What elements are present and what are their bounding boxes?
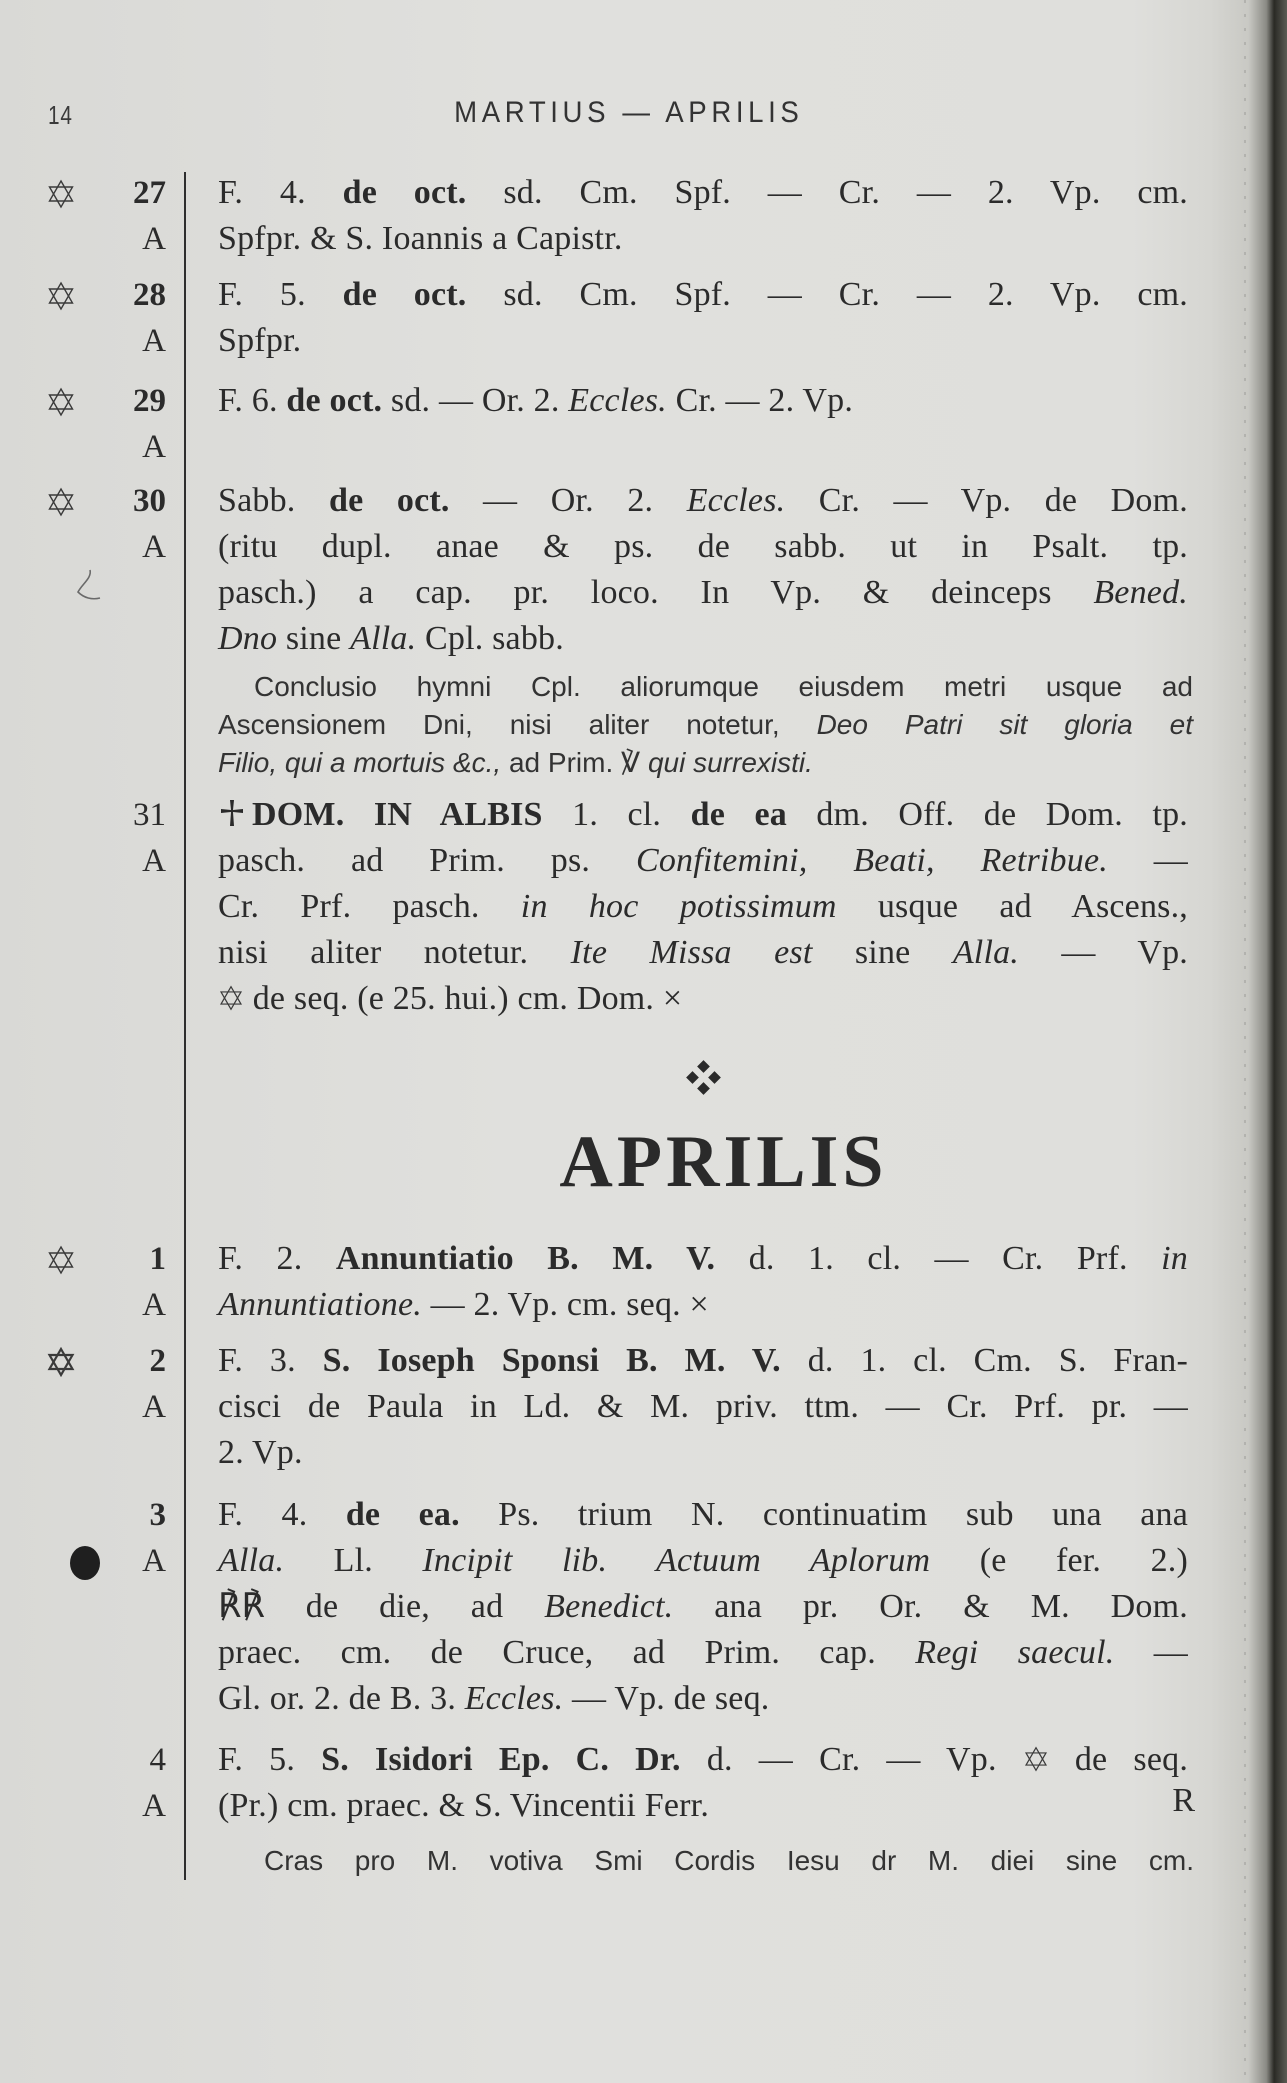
rubric-note (264, 1842, 1194, 1880)
italic-incipit: Annuntiatione. (218, 1286, 422, 1323)
italic-incipit: Regi saecul. (915, 1634, 1115, 1671)
day-row (30, 792, 166, 838)
running-head (0, 96, 1287, 130)
entry-line: Annuntiatione. — 2. Vp. cm. seq. × (218, 1286, 709, 1323)
entry-line: Alla. Ll. Incipit lib. Actuum Aplorum (e fer. 2.) (218, 1542, 1188, 1579)
dominical-letter: A (142, 429, 166, 465)
entry-line: F. 4. de ea. Ps. trium N. continuatim sub una ana (218, 1496, 1188, 1533)
entry-line: DOM. IN ALBIS 1. cl. de ea dm. Off. de Dom. tp. (218, 792, 1188, 838)
day-margin (30, 1236, 166, 1328)
entry-line: Dno sine Alla. Cpl. sabb. (218, 620, 564, 657)
entry-line: ℟℟ de die, ad Benedict. ana pr. Or. & M. Dom. (218, 1588, 1188, 1625)
day-margin (30, 1338, 166, 1430)
day-row (30, 478, 166, 524)
ordo-entry-text (218, 170, 1188, 262)
column-rule (184, 172, 186, 1880)
italic-incipit: Deo Patri sit gloria et (816, 709, 1193, 740)
entry-line: nisi aliter notetur. Ite Missa est sine Alla. — Vp. (218, 934, 1189, 971)
italic-incipit: in hoc potissimum (520, 888, 837, 925)
star-of-david-icon (46, 487, 76, 517)
ordo-entry-text (218, 272, 1188, 364)
dominical-letter: A (142, 1389, 166, 1425)
dominical-letter-row (30, 318, 166, 364)
entry-line: F. 5. S. Isidori Ep. C. Dr. d. — Cr. — Vp. de seq. (218, 1741, 1189, 1778)
entry-line: Gl. or. 2. de B. 3. Eccles. — Vp. de seq. (218, 1680, 770, 1717)
day-margin (30, 792, 166, 884)
running-head-text: MARTIUS — APRILIS (453, 96, 804, 129)
italic-incipit: Benedict. (544, 1588, 674, 1625)
star-of-david-icon (46, 1245, 76, 1275)
day-margin (30, 1492, 166, 1584)
dominical-letter-row (30, 216, 166, 262)
star-of-david-icon (46, 387, 76, 417)
italic-incipit: Eccles. (568, 382, 667, 419)
day-row (30, 1236, 166, 1282)
day-row (30, 272, 166, 318)
bold-feast-name: Annuntiatio B. M. V. (335, 1240, 716, 1277)
note-line: Conclusio hymni Cpl. aliorumque eiusdem metri usque ad (254, 671, 1193, 702)
dominical-letter: A (142, 843, 166, 879)
dominical-letter: A (142, 1287, 166, 1323)
day-margin (30, 478, 166, 570)
day-number: 4 (149, 1742, 166, 1778)
ordo-entry-text (218, 792, 1188, 1022)
entry-line: Spfpr. & S. Ioannis a Capistr. (218, 220, 623, 257)
right-margin-mark: R (1172, 1782, 1195, 1819)
italic-incipit: qui surrexisti. (647, 747, 813, 778)
entry-line: pasch.) a cap. pr. loco. In Vp. & deinceps Bened. (218, 574, 1188, 611)
italic-incipit: Bened. (1093, 574, 1188, 611)
dominical-letter-row (30, 524, 166, 570)
day-number: 29 (133, 383, 166, 419)
entry-line: (ritu dupl. anae & ps. de sabb. ut in Psalt. tp. (218, 528, 1188, 565)
handwritten-pencil-mark (74, 568, 104, 608)
dominical-letter-row (30, 1538, 166, 1584)
day-number: 28 (133, 277, 166, 313)
bold-feast-name: de oct. (328, 482, 450, 519)
day-number: 30 (133, 483, 166, 519)
bold-feast-name: de oct. (342, 174, 467, 211)
dominical-letter: A (142, 1543, 166, 1579)
italic-incipit: Alla. (350, 620, 417, 657)
rubric-note (218, 668, 1193, 782)
day-row (30, 1737, 166, 1783)
ordo-entry-text (218, 1338, 1188, 1476)
cross-pattee-icon (218, 798, 246, 828)
dominical-letter: A (142, 1788, 166, 1824)
bold-feast-name: de ea. (345, 1496, 460, 1533)
italic-incipit: Alla. (952, 934, 1019, 971)
day-margin (30, 378, 166, 470)
day-number: 1 (149, 1241, 166, 1277)
month-heading: APRILIS (559, 1121, 888, 1203)
entry-line: Sabb. de oct. — Or. 2. Eccles. Cr. — Vp. de Dom. (218, 482, 1188, 519)
dominical-letter-row (30, 424, 166, 470)
italic-incipit: Eccles. (686, 482, 786, 519)
entry-line: F. 5. de oct. sd. Cm. Spf. — Cr. — 2. Vp. cm. (218, 276, 1188, 313)
star-of-david-icon (46, 179, 76, 209)
entry-line: praec. cm. de Cruce, ad Prim. cap. Regi saecul. — (218, 1634, 1188, 1671)
ordo-entry-text (218, 378, 1188, 424)
ordo-entry-text (218, 1492, 1188, 1722)
entry-line: 2. Vp. (218, 1434, 303, 1471)
day-number: 31 (133, 797, 166, 833)
bold-feast-name: S. Isidori Ep. C. Dr. (321, 1741, 681, 1778)
entry-line: Spfpr. (218, 322, 302, 359)
fleuron-icon (683, 1060, 723, 1100)
italic-incipit: Eccles. (464, 1680, 564, 1717)
ordo-entry-text (218, 1236, 1188, 1328)
day-number: 2 (149, 1343, 166, 1379)
entry-line: F. 3. S. Ioseph Sponsi B. M. V. d. 1. cl. Cm. S. Fran- (218, 1342, 1189, 1379)
ordo-entry-text (218, 478, 1188, 662)
bold-feast-name: de oct. (286, 382, 383, 419)
bold-feast-name: S. Ioseph Sponsi B. M. V. (322, 1342, 781, 1379)
italic-incipit: Ite Missa est (570, 934, 813, 971)
dominical-letter-row (30, 1282, 166, 1328)
entry-line: cisci de Paula in Ld. & M. priv. ttm. — Cr. Prf. pr. — (218, 1388, 1188, 1425)
dominical-letter: A (142, 221, 166, 257)
day-row (30, 378, 166, 424)
italic-incipit: Dno (218, 620, 278, 657)
entry-line: F. 6. de oct. sd. — Or. 2. Eccles. Cr. — 2. Vp. (218, 382, 854, 419)
italic-incipit: in (1161, 1240, 1188, 1277)
entry-line: (Pr.) cm. praec. & S. Vincentii Ferr. (218, 1787, 710, 1824)
page-number: 14 (48, 100, 73, 130)
dominical-letter-row (30, 1384, 166, 1430)
star-of-david-icon (218, 985, 244, 1011)
binding-edge (1244, 0, 1246, 2083)
day-number: 3 (149, 1497, 166, 1533)
day-number: 27 (133, 175, 166, 211)
day-margin (30, 170, 166, 262)
entry-line: pasch. ad Prim. ps. Confitemini, Beati, Retribue. — (218, 842, 1189, 879)
day-row (30, 1338, 166, 1384)
day-row (30, 170, 166, 216)
day-margin (30, 1737, 166, 1829)
entry-line: de seq. (e 25. hui.) cm. Dom. × (218, 976, 1188, 1022)
dominical-letter-row (30, 1783, 166, 1829)
ordo-entry-text (218, 1737, 1188, 1829)
italic-incipit: Incipit lib. Actuum Aplorum (422, 1542, 931, 1579)
note-line: Ascensionem Dni, nisi aliter notetur, Deo Patri sit gloria et (218, 709, 1193, 740)
entry-line: Cr. Prf. pasch. in hoc potissimum usque ad Ascens., (218, 888, 1188, 925)
new-moon-black-circle-icon (70, 1546, 100, 1580)
dominical-letter: A (142, 529, 166, 565)
dominical-letter-row (30, 838, 166, 884)
day-margin (30, 272, 166, 364)
note-line: Filio, qui a mortuis &c., ad Prim. ℣ qui surrexisti. (218, 747, 813, 778)
bold-feast-name: de ea (690, 796, 787, 833)
entry-line: F. 4. de oct. sd. Cm. Spf. — Cr. — 2. Vp. cm. (218, 174, 1188, 211)
entry-line: F. 2. Annuntiatio B. M. V. d. 1. cl. — Cr. Prf. in (218, 1240, 1188, 1277)
bold-feast-name: DOM. IN ALBIS (252, 796, 543, 833)
italic-incipit: Alla. (218, 1542, 285, 1579)
italic-incipit: Confitemini, Beati, Retribue. (635, 842, 1108, 879)
star-of-david-icon (46, 1347, 76, 1377)
star-of-david-icon (46, 281, 76, 311)
italic-incipit: Filio, qui a mortuis &c., (218, 747, 502, 778)
note-line: Cras pro M. votiva Smi Cordis Iesu dr M. diei sine cm. (264, 1845, 1194, 1876)
star-of-david-icon (1023, 1746, 1049, 1772)
dominical-letter: A (142, 323, 166, 359)
day-row (30, 1492, 166, 1538)
bold-feast-name: de oct. (342, 276, 467, 313)
